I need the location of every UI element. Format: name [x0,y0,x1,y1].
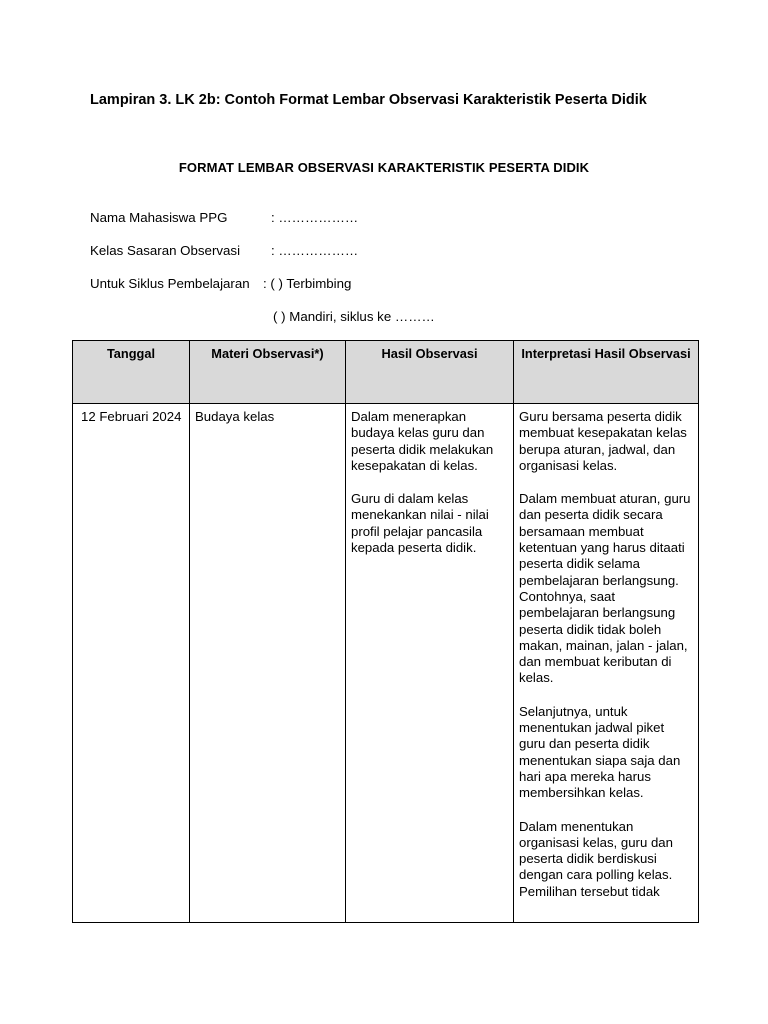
header-material: Materi Observasi*) [190,341,346,404]
interpretation-paragraph: Dalam membuat aturan, guru dan peserta didik secara bersamaan membuat ketentuan yang harus ditaati peserta didik selama pembelajaran berlangsung. Contohnya, saat pembelajaran berlangsung peserta didik tidak boleh makan, mainan, jalan - jalan, dan membuat keributan di kelas. [519,491,691,686]
student-name-value: : ……………… [271,210,359,225]
interpretation-paragraph: Selanjutnya, untuk menentukan jadwal piket guru dan peserta didik menentukan siapa saja dan hari apa mereka harus membersihkan kelas. [519,703,681,801]
header-results: Hasil Observasi [346,341,514,404]
target-class-value: : ……………… [271,243,359,258]
learning-cycle-label: Untuk Siklus Pembelajaran [90,276,250,291]
cell-interpretation [514,404,699,923]
interpretation-paragraph: Guru bersama peserta didik membuat kesepakatan kelas berupa aturan, jadwal, dan organisasi kelas. [519,409,687,473]
cell-material [190,404,346,923]
form-title: FORMAT LEMBAR OBSERVASI KARAKTERISTIK PESERTA DIDIK [178,160,590,175]
header-interpretation: Interpretasi Hasil Observasi [514,341,699,404]
learning-cycle-guided-option: : ( ) Terbimbing [263,276,352,291]
header-date: Tanggal [73,341,190,404]
interpretation-paragraph: Dalam menentukan organisasi kelas, guru dan peserta didik berdiskusi dengan cara polling kelas. Pemilihan tersebut tidak [519,818,673,899]
cell-results [346,404,514,923]
table-header-row [73,341,699,404]
observation-table [72,340,699,923]
table-row [73,404,699,923]
result-paragraph: Guru di dalam kelas menekankan nilai - nilai profil pelajar pancasila kepada peserta didik. [351,491,489,556]
target-class-label: Kelas Sasaran Observasi [90,243,241,258]
appendix-title: Lampiran 3. LK 2b: Contoh Format Lembar Observasi Karakteristik Peserta Didik [90,92,647,108]
student-name-label: Nama Mahasiswa PPG [90,210,228,225]
material-text: Budaya kelas [195,409,275,424]
result-paragraph: Dalam menerapkan budaya kelas guru dan peserta didik melakukan kesepakatan di kelas. [351,409,494,473]
date-text: 12 Februari 2024 [81,409,182,424]
learning-cycle-independent-option: ( ) Mandiri, siklus ke ……… [273,309,435,324]
cell-date [73,404,190,923]
